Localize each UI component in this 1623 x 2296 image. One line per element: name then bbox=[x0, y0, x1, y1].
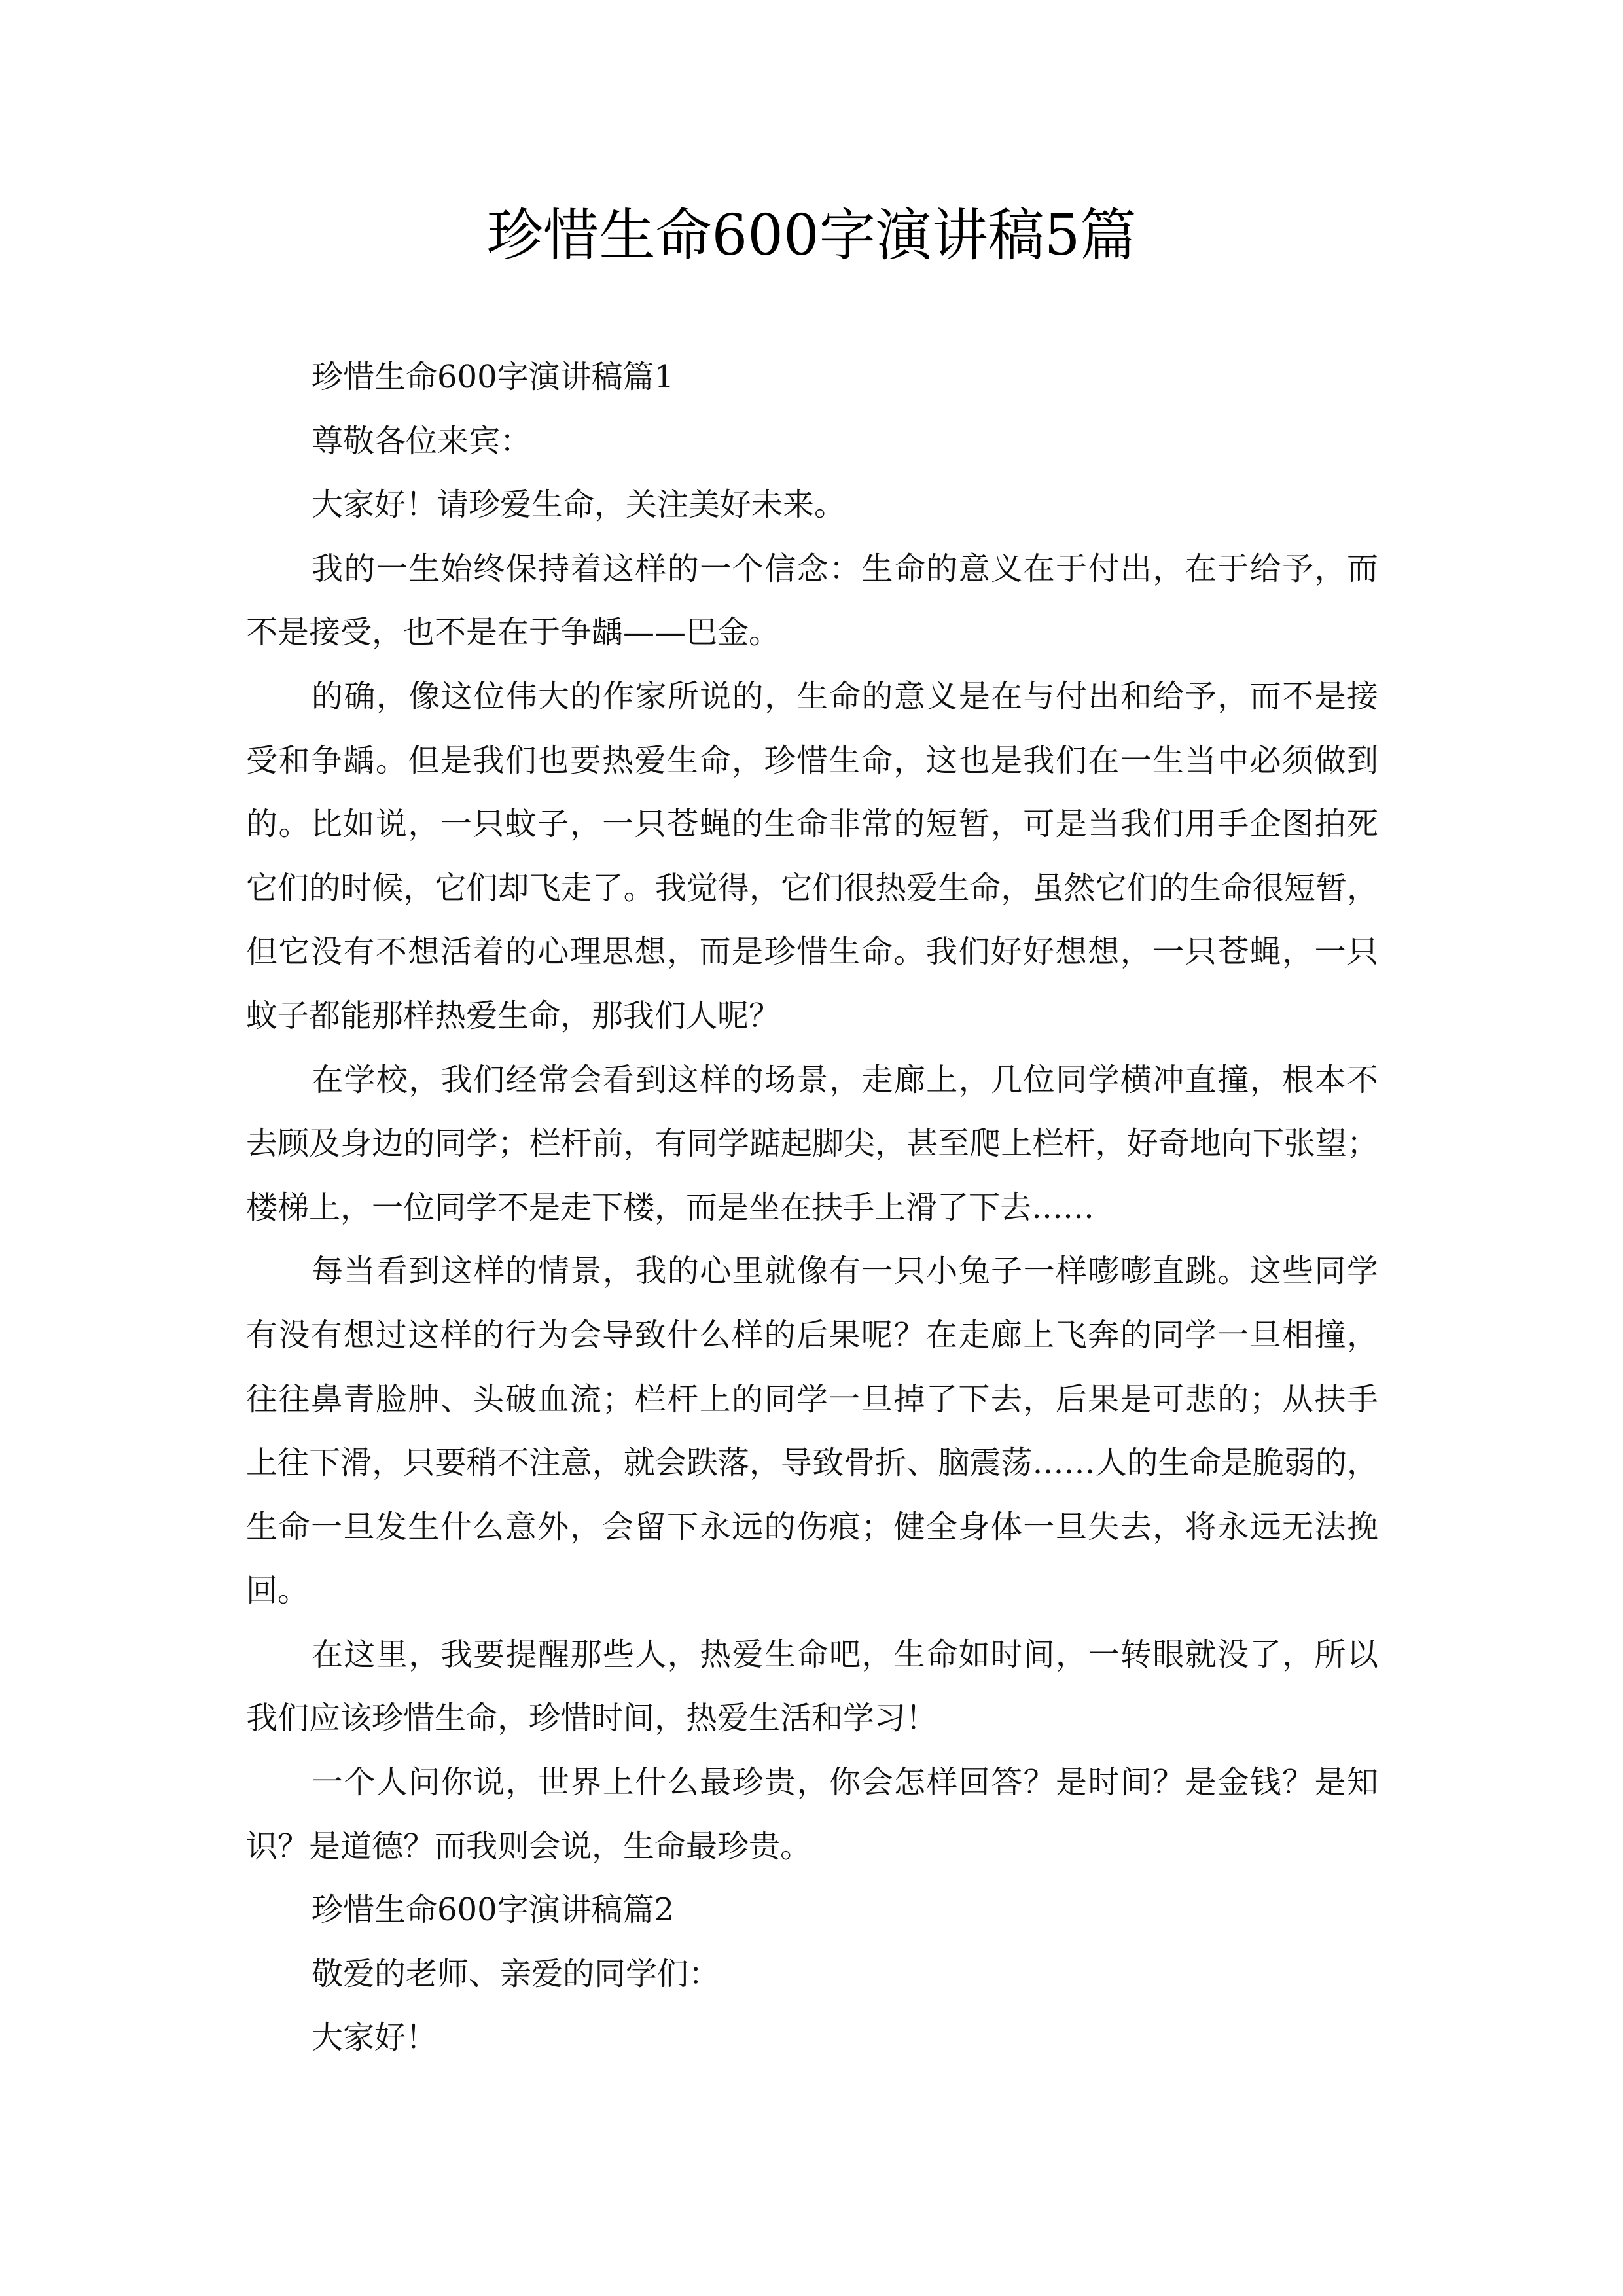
text-line: 但它没有不想活着的心理思想，而是珍惜生命。我们好好想想，一只苍蝇，一只 bbox=[246, 933, 1378, 971]
text-line: 在这里，我要提醒那些人，热爱生命吧，生命如时间，一转眼就没了，所以 bbox=[312, 1636, 1378, 1673]
text-line: 大家好！ bbox=[312, 2019, 438, 2056]
text-line: 一个人问你说，世界上什么最珍贵，你会怎样回答？是时间？是金钱？是知 bbox=[312, 1764, 1378, 1801]
text-line: 它们的时候，它们却飞走了。我觉得，它们很热爱生命，虽然它们的生命很短暂， bbox=[246, 869, 1378, 906]
text-line: 的确，像这位伟大的作家所说的，生命的意义是在与付出和给予，而不是接 bbox=[312, 677, 1378, 715]
text-line: 受和争龋。但是我们也要热爱生命，珍惜生命，这也是我们在一生当中必须做到 bbox=[246, 742, 1378, 779]
document-body bbox=[246, 346, 1378, 2070]
text-line: 的。比如说，一只蚊子，一只苍蝇的生命非常的短暂，可是当我们用手企图拍死 bbox=[246, 806, 1378, 843]
text-line: 蚊子都能那样热爱生命，那我们人呢？ bbox=[246, 997, 781, 1034]
text-line: 上往下滑，只要稍不注意，就会跌落，导致骨折、脑震荡……人的生命是脆弱的， bbox=[246, 1444, 1378, 1482]
text-line: 不是接受，也不是在于争龋——巴金。 bbox=[246, 614, 781, 651]
text-line: 去顾及身边的同学；栏杆前，有同学踮起脚尖，甚至爬上栏杆，好奇地向下张望； bbox=[246, 1125, 1378, 1162]
salutation-line: 敬爱的老师、亲爱的同学们： bbox=[312, 1955, 721, 1992]
text-line: 我们应该珍惜生命，珍惜时间，热爱生活和学习！ bbox=[246, 1700, 938, 1737]
section-heading: 珍惜生命600字演讲稿篇2 bbox=[312, 1892, 675, 1929]
text-line: 回。 bbox=[246, 1572, 310, 1609]
document-title: 珍惜生命600字演讲稿5篇 bbox=[486, 203, 1137, 268]
text-line: 有没有想过这样的行为会导致什么样的后果呢？在走廊上飞奔的同学一旦相撞， bbox=[246, 1316, 1378, 1354]
text-line: 往往鼻青脸肿、头破血流；栏杆上的同学一旦掉了下去，后果是可悲的；从扶手 bbox=[246, 1380, 1378, 1418]
salutation-line: 尊敬各位来宾： bbox=[312, 422, 532, 459]
text-line: 楼梯上，一位同学不是走下楼，而是坐在扶手上滑了下去…… bbox=[246, 1189, 1095, 1226]
text-line: 每当看到这样的情景，我的心里就像有一只小兔子一样嘭嘭直跳。这些同学 bbox=[312, 1253, 1378, 1290]
text-line: 识？是道德？而我则会说，生命最珍贵。 bbox=[246, 1827, 812, 1865]
section-heading: 珍惜生命600字演讲稿篇1 bbox=[312, 359, 675, 395]
text-line: 大家好！请珍爱生命，关注美好未来。 bbox=[312, 486, 846, 524]
text-line: 在学校，我们经常会看到这样的场景，走廊上，几位同学横冲直撞，根本不 bbox=[312, 1061, 1378, 1098]
text-line: 生命一旦发生什么意外，会留下永远的伤痕；健全身体一旦失去，将永远无法挽 bbox=[246, 1508, 1378, 1545]
text-line: 我的一生始终保持着这样的一个信念：生命的意义在于付出，在于给予，而 bbox=[312, 550, 1378, 587]
